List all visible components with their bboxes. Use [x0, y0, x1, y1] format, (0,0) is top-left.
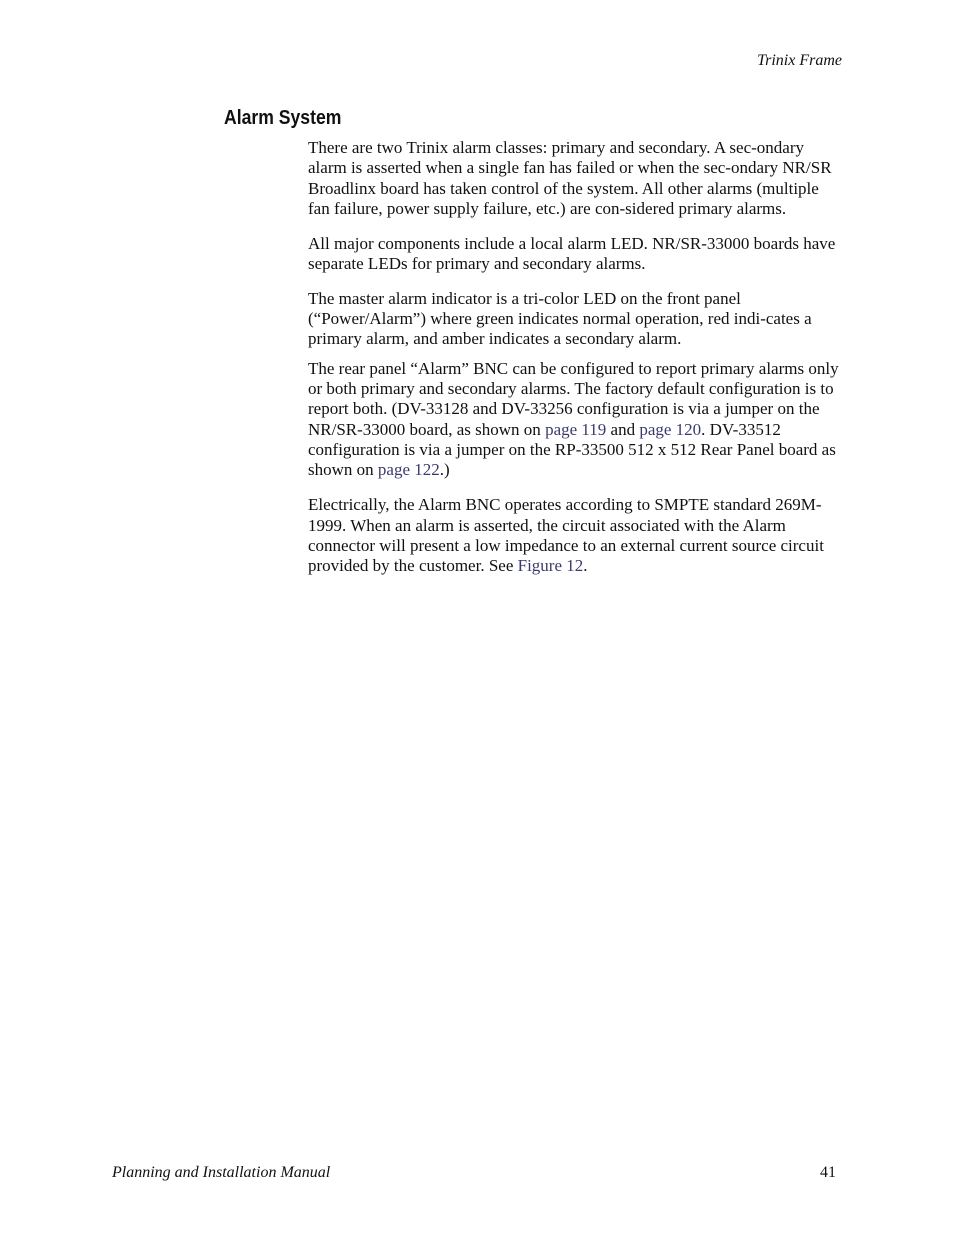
link-figure-12[interactable]: Figure 12: [517, 556, 584, 576]
text-segment: .): [439, 460, 450, 480]
link-page-122[interactable]: page 122: [377, 460, 440, 480]
paragraph-master-indicator: The master alarm indicator is a tri-color LED on the front panel (“Power/Alarm”) where green indicates normal operation, red indi-cates a primary alarm, and amber indicates a secondary alarm.: [308, 288, 812, 349]
text-segment: The rear panel “Alarm” BNC can be configured to report primary alarms only or both primary and secondary alarms. The factory default configuration is to report both. (DV-33128 and DV-33256 configuration is via a jumper on the NR/SR-33000 board, as shown on: [308, 358, 839, 439]
paragraph-local-leds: All major components include a local alarm LED. NR/SR-33000 boards have separate LEDs for primary and secondary alarms.: [308, 234, 836, 274]
text-segment: . DV-33512 configuration is via a jumper on the RP-33500 512 x 512 Rear Panel board as shown on: [308, 419, 836, 480]
paragraph-electrical: [308, 495, 840, 576]
section-body: [308, 138, 840, 577]
text-segment: and: [606, 419, 640, 439]
footer-manual-title: Planning and Installation Manual: [112, 1164, 331, 1181]
footer-page-number: 41: [820, 1164, 836, 1181]
link-page-119[interactable]: page 119: [545, 419, 607, 439]
paragraph-rear-panel-bnc: [308, 359, 840, 481]
link-page-120[interactable]: page 120: [639, 419, 702, 439]
text-segment: Electrically, the Alarm BNC operates according to SMPTE standard 269M-1999. When an alarm is asserted, the circuit associated with the Alarm connector will present a low impedance to an external current source circuit provided by the customer. See: [308, 495, 824, 576]
paragraph-alarm-classes: There are two Trinix alarm classes: primary and secondary. A sec-ondary alarm is asserted when a single fan has failed or when the sec-ondary NR/SR Broadlinx board has taken control of the system. All other alarms (multiple fan failure, power supply failure, etc.) are con-sidered primary alarms.: [308, 138, 832, 218]
text-segment: .: [583, 556, 588, 576]
running-header: Trinix Frame: [757, 52, 842, 69]
running-footer: [112, 1163, 836, 1183]
section-heading: Alarm System: [224, 107, 342, 129]
